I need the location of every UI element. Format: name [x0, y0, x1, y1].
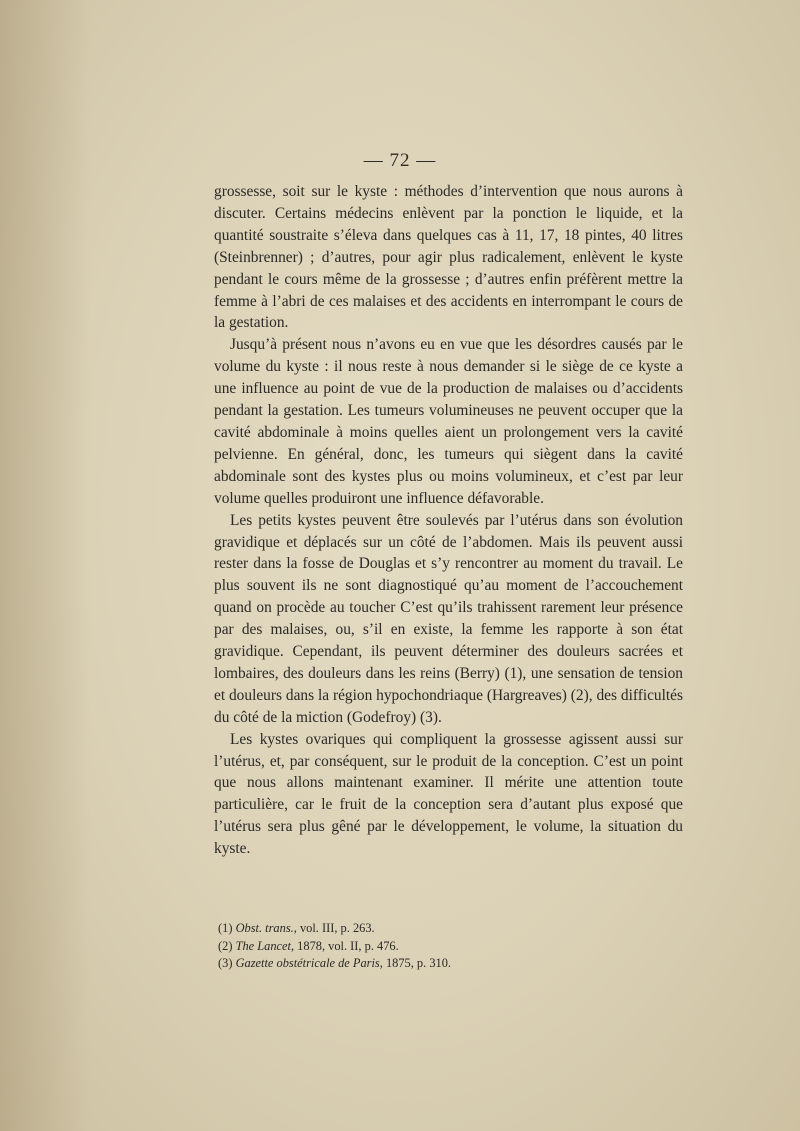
footnote-detail: , vol. III, p. 263.	[293, 921, 375, 935]
paragraph: grossesse, soit sur le kyste : méthodes d’intervention que nous aurons à discuter. Certains médecins enlèvent par la ponction le liquide, et la quantité soustraite s’éleva dans quelques cas à 11, 17, 18 pintes, 40 litres (Steinbrenner) ; d’autres, pour agir plus radicalement, enlèvent le kyste pendant le cours même de la grossesse ; d’autres enfin préfèrent mettre la femme à l’abri de ces malaises et des accidents en interrompant le cours de la gestation.	[214, 183, 683, 332]
paragraph: Les petits kystes peuvent être soulevés par l’utérus dans son évolution gravidique et déplacés sur un côté de l’abdomen. Mais ils peuvent aussi rester dans la fosse de Douglas et s’y rencontrer au moment du travail. Le plus souvent ils ne sont diagnostiqué qu’au moment de l’accouchement quand on procède au toucher C’est qu’ils trahissent rarement leur présence par des malaises, ou, s’il en existe, la femme les rapporte à son état gravidique. Cependant, ils peuvent déterminer des douleurs sacrées et lombaires, des douleurs dans les reins (Berry) (1), une sensation de tension et douleurs dans la région hypochondriaque (Hargreaves) (2), des difficultés du côté de la miction (Godefroy) (3).	[214, 511, 683, 726]
footnote-detail: , 1878, vol. II, p. 476.	[290, 938, 399, 953]
footnotes	[218, 920, 658, 973]
footnote-detail: , 1875, p. 310.	[379, 956, 451, 971]
paragraph: Les kystes ovariques qui compliquent la grossesse agissent aussi sur l’utérus, et, par conséquent, sur le produit de la conception. C’est un point que nous allons maintenant examiner. Il mérite une attention toute particulière, car le fruit de la conception sera d’autant plus exposé que l’utérus sera plus gêné par le développement, le volume, la situation du kyste.	[214, 730, 683, 858]
page-number: — 72 —	[363, 150, 437, 171]
footnote-number: (3)	[218, 956, 233, 971]
footnote-source: The Lancet	[235, 938, 291, 953]
paragraph: Jusqu’à présent nous n’avons eu en vue que les désordres causés par le volume du kyste : il nous reste à nous demander si le siège de ce kyste a une influence au point de vue de la production de malaises ou d’accidents pendant la gestation. Les tumeurs volumineuses ne peuvent occuper que la cavité abdominale à moins quelles aient un prolongement vers la cavité pelvienne. En général, donc, les tumeurs qui siègent dans la cavité abdominale sont des kystes plus ou moins volumineux, et c’est par leur volume quelles produiront une influence défavorable.	[214, 336, 683, 507]
footnote-number: (1)	[218, 921, 233, 935]
footnote	[218, 920, 658, 938]
body-text	[214, 181, 683, 860]
footnote-source: Gazette obstétricale de Paris	[235, 956, 380, 971]
footnote-number: (2)	[218, 938, 233, 953]
footnote-source: Obst. trans.	[235, 921, 294, 935]
footnote	[218, 955, 658, 973]
footnote	[218, 938, 658, 956]
